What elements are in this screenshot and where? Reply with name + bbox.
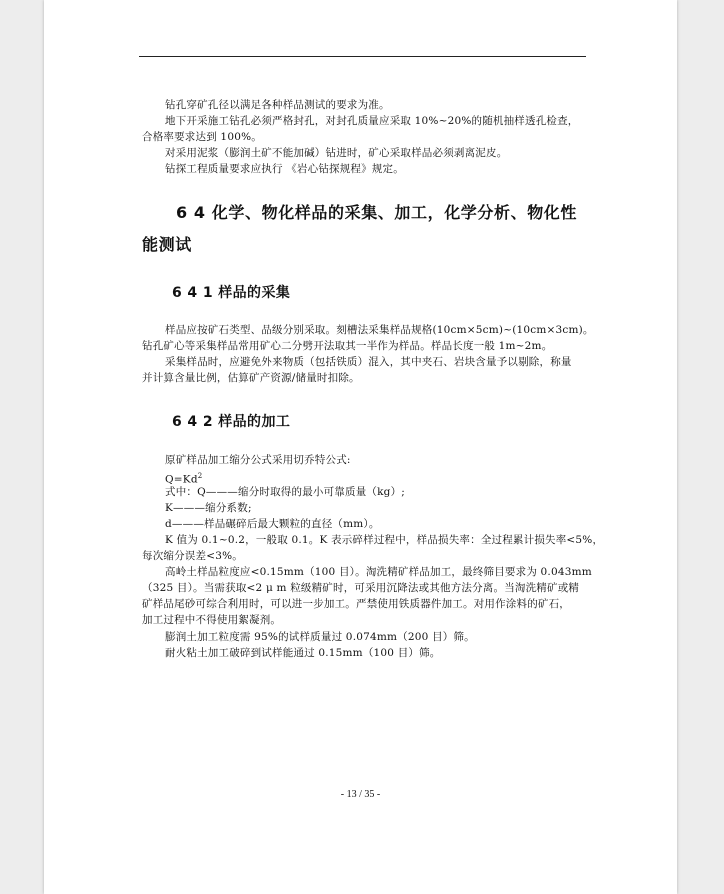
paragraph-line: 钻孔矿心等采集样品常用矿心二分劈开法取其一半作为样品。样品长度一般 1m~2m。 (142, 340, 553, 352)
subsection-title: 6 4 1 样品的采集 (172, 285, 291, 301)
section-title: 6 4 化学、物化样品的采集、加工，化学分析、物化性 (176, 203, 578, 222)
paragraph-line: 式中：Q———缩分时取得的最小可靠质量（kg）; (165, 486, 406, 498)
subsection-title: 6 4 2 样品的加工 (172, 414, 291, 430)
paragraph-line: K 值为 0.1~0.2，一般取 0.1。K 表示碎样过程中，样品损失率：全过程累计损失率<5%， (165, 534, 604, 546)
paragraph-line: 原矿样品加工缩分公式采用切乔特公式: (165, 454, 351, 466)
paragraph-line: 样品应按矿石类型、品级分别采取。刻槽法采集样品规格(10cm×5cm)~(10cm×3cm)。 (165, 324, 594, 336)
page-number: - 13 / 35 - (340, 789, 381, 800)
paragraph-line: 每次缩分误差<3%。 (142, 550, 243, 562)
paragraph-line: 合格率要求达到 100%。 (142, 131, 262, 143)
paragraph-line: （325 目）。当需获取<2 μ m 粒级精矿时，可采用沉降法或其他方法分离。当淘洗精矿或精 (142, 582, 580, 594)
header-rule (139, 56, 586, 57)
paragraph-line: 对采用泥浆（膨润土矿不能加碱）钻进时，矿心采取样品必须剥离泥皮。 (165, 147, 508, 159)
paragraph-line: 高岭土样品粒度应<0.15mm（100 目）。淘洗精矿样品加工，最终筛目要求为 0.043mm (165, 566, 592, 578)
paragraph-line: 膨润土加工粒度需 95%的试样质量过 0.074mm（200 目）筛。 (165, 631, 475, 643)
paragraph-line: 耐火粘土加工破碎到试样能通过 0.15mm（100 目）筛。 (165, 647, 441, 659)
section-title-continued: 能测试 (142, 235, 192, 254)
paragraph-line: 钻孔穿矿孔径以满足各种样品测试的要求为准。 (165, 99, 390, 111)
document-page (44, 0, 677, 894)
formula-text: Q=Kd (165, 473, 198, 486)
paragraph-line: 矿样品尾砂可综合利用时，可以进一步加工。严禁使用铁质器件加工。对用作涂料的矿石， (142, 598, 570, 610)
paragraph-line: K———缩分系数; (165, 502, 252, 514)
paragraph-line: 采集样品时，应避免外来物质（包括铁质）混入，其中夹石、岩块含量予以剔除，称量 (165, 356, 572, 368)
paragraph-line: 地下开采施工钻孔必须严格封孔，对封孔质量应采取 10%~20%的随机抽样透孔检查， (165, 115, 579, 127)
paragraph-line: 加工过程中不得使用絮凝剂。 (142, 614, 282, 626)
paragraph-line: d———样品碾碎后最大颗粒的直径（mm）。 (165, 518, 380, 530)
formula-superscript: 2 (197, 472, 203, 480)
paragraph-line: 并计算含量比例，估算矿产资源/储量时扣除。 (142, 372, 360, 384)
paragraph-line: 钻探工程质量要求应执行 《岩心钻探规程》规定。 (165, 163, 404, 175)
